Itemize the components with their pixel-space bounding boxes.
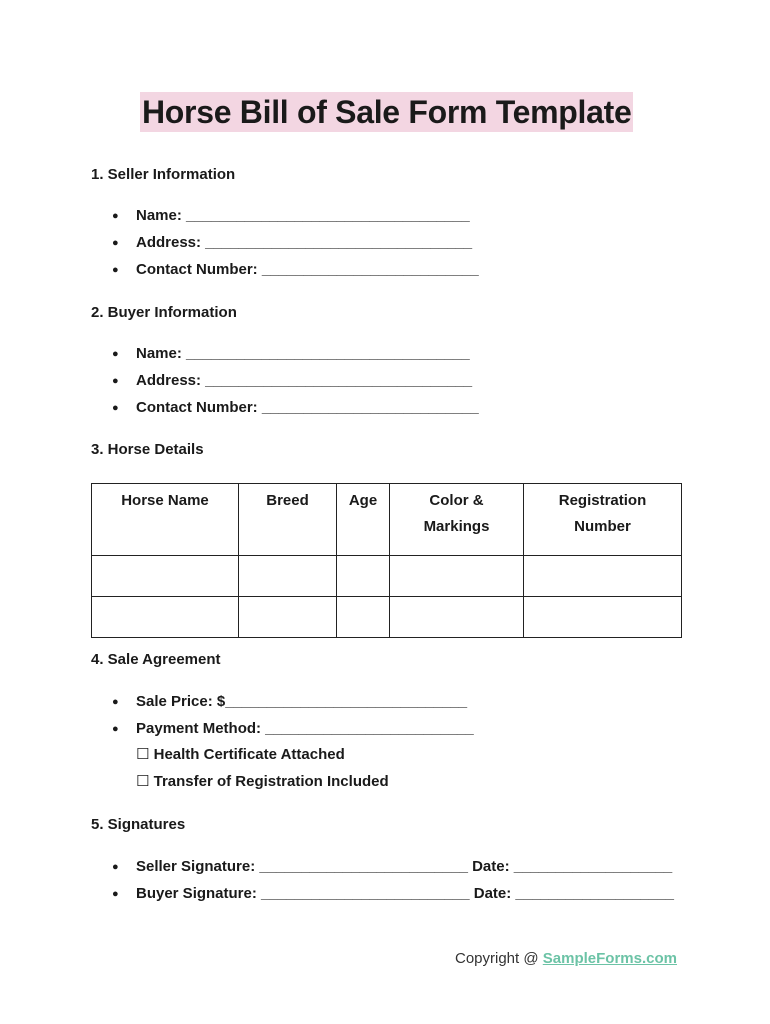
seller-name-field: ● Name: __________________________________ (112, 207, 479, 234)
sale-section-heading: 4. Sale Agreement (91, 651, 221, 668)
buyer-section-heading: 2. Buyer Information (91, 304, 237, 321)
column-header-horse-name: Horse Name (92, 484, 239, 556)
table-cell[interactable] (92, 597, 239, 638)
horse-details-table (91, 483, 682, 638)
seller-fields-list (112, 207, 479, 288)
brand-link[interactable]: SampleForms.com (542, 950, 677, 967)
table-cell[interactable] (337, 597, 390, 638)
registration-transfer-checkbox[interactable]: ☐ Transfer of Registration Included (136, 773, 389, 790)
signature-fields-list (112, 858, 674, 912)
table-cell[interactable] (524, 597, 682, 638)
copyright-footer (455, 950, 677, 968)
table-row (92, 556, 682, 597)
table-cell[interactable] (390, 556, 524, 597)
table-cell[interactable] (239, 597, 337, 638)
sale-price-field: ● Sale Price: $_____________________________ (112, 693, 474, 720)
page-title: Horse Bill of Sale Form Template (142, 94, 632, 130)
copyright-prefix: Copyright @ (455, 950, 543, 967)
payment-method-field: ● Payment Method: _________________________ (112, 720, 474, 747)
seller-address-field: ● Address: ________________________________ (112, 234, 479, 261)
buyer-name-field: ● Name: __________________________________ (112, 345, 479, 372)
column-header-registration-number: Registration Number (524, 484, 682, 556)
buyer-fields-list (112, 345, 479, 426)
buyer-contact-field: ● Contact Number: __________________________ (112, 399, 479, 426)
seller-contact-field: ● Contact Number: __________________________ (112, 261, 479, 288)
seller-signature-field: ● Seller Signature: _________________________ Date: ___________________ (112, 858, 674, 885)
table-cell[interactable] (390, 597, 524, 638)
seller-section-heading: 1. Seller Information (91, 166, 236, 183)
buyer-signature-field: ● Buyer Signature: _________________________ Date: ___________________ (112, 885, 674, 912)
table-cell[interactable] (524, 556, 682, 597)
column-header-age: Age (337, 484, 390, 556)
table-cell[interactable] (337, 556, 390, 597)
table-header-row (92, 484, 682, 556)
buyer-address-field: ● Address: ________________________________ (112, 372, 479, 399)
sale-fields-list (112, 693, 474, 747)
table-cell[interactable] (239, 556, 337, 597)
column-header-color-markings: Color & Markings (390, 484, 524, 556)
column-header-breed: Breed (239, 484, 337, 556)
health-certificate-checkbox[interactable]: ☐ Health Certificate Attached (136, 746, 345, 763)
signatures-section-heading: 5. Signatures (91, 816, 186, 833)
table-row (92, 597, 682, 638)
horse-section-heading: 3. Horse Details (91, 441, 204, 458)
table-cell[interactable] (92, 556, 239, 597)
